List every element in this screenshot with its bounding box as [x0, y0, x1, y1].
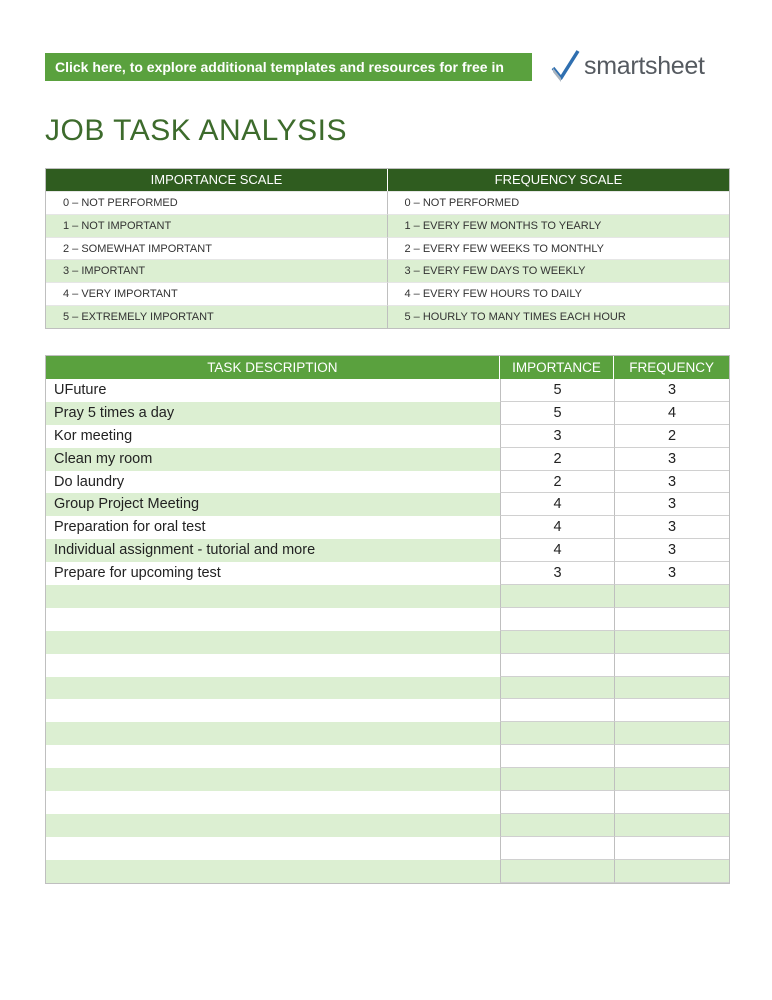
importance-cell[interactable]	[500, 677, 614, 700]
importance-cell[interactable]: 4	[500, 539, 614, 562]
importance-cell[interactable]: 4	[500, 516, 614, 539]
task-description-cell[interactable]	[46, 608, 500, 631]
task-description-cell[interactable]	[46, 768, 500, 791]
frequency-cell[interactable]	[614, 585, 729, 608]
task-description-cell[interactable]: Do laundry	[54, 473, 125, 490]
importance-cell[interactable]	[500, 791, 614, 814]
importance-cell[interactable]: 5	[500, 379, 614, 402]
importance-scale-item: 1 – NOT IMPORTANT	[46, 214, 388, 237]
table-row	[46, 768, 729, 791]
page-title: JOB TASK ANALYSIS	[45, 114, 347, 147]
importance-scale-item: 0 – NOT PERFORMED	[46, 191, 388, 214]
table-row	[46, 654, 729, 677]
task-description-cell[interactable]	[46, 631, 500, 654]
task-description-cell[interactable]: Clean my room	[54, 450, 153, 467]
frequency-cell[interactable]	[614, 608, 729, 631]
logo-text: smartsheet	[584, 51, 705, 80]
scale-row	[46, 305, 729, 328]
frequency-cell[interactable]: 3	[614, 448, 729, 471]
frequency-cell[interactable]	[614, 745, 729, 768]
templates-banner-link[interactable]: Click here, to explore additional templates and resources for free in	[45, 53, 532, 81]
frequency-cell[interactable]: 2	[614, 425, 729, 448]
table-row	[46, 539, 729, 562]
importance-cell[interactable]: 3	[500, 425, 614, 448]
importance-cell[interactable]	[500, 745, 614, 768]
scale-table-header	[46, 169, 729, 191]
importance-cell[interactable]	[500, 860, 614, 883]
frequency-cell[interactable]	[614, 768, 729, 791]
task-description-cell[interactable]: Individual assignment - tutorial and more	[54, 542, 316, 559]
frequency-scale-item: 3 – EVERY FEW DAYS TO WEEKLY	[388, 259, 730, 282]
table-row	[46, 860, 729, 883]
frequency-cell[interactable]: 3	[614, 562, 729, 585]
frequency-cell[interactable]: 3	[614, 493, 729, 516]
scale-row	[46, 191, 729, 214]
task-description-header: TASK DESCRIPTION	[46, 356, 500, 379]
frequency-cell[interactable]	[614, 814, 729, 837]
frequency-cell[interactable]	[614, 654, 729, 677]
frequency-cell[interactable]: 3	[614, 379, 729, 402]
importance-scale-item: 2 – SOMEWHAT IMPORTANT	[46, 237, 388, 260]
importance-cell[interactable]	[500, 768, 614, 791]
table-row	[46, 699, 729, 722]
table-row	[46, 448, 729, 471]
task-description-cell[interactable]: Group Project Meeting	[54, 496, 200, 513]
scale-table	[45, 168, 730, 329]
scale-row	[46, 214, 729, 237]
table-row	[46, 585, 729, 608]
scale-row	[46, 282, 729, 305]
task-table-header	[46, 356, 729, 379]
frequency-scale-item: 5 – HOURLY TO MANY TIMES EACH HOUR	[388, 305, 730, 328]
task-description-cell[interactable]	[46, 745, 500, 768]
frequency-header: FREQUENCY	[629, 360, 715, 375]
frequency-scale-header: FREQUENCY SCALE	[494, 172, 623, 187]
task-description-cell[interactable]	[46, 677, 500, 700]
importance-cell[interactable]	[500, 814, 614, 837]
smartsheet-logo	[551, 47, 705, 85]
scale-row	[46, 259, 729, 282]
importance-cell[interactable]	[500, 699, 614, 722]
importance-scale-item: 4 – VERY IMPORTANT	[46, 282, 388, 305]
importance-cell[interactable]	[500, 608, 614, 631]
frequency-cell[interactable]: 3	[614, 516, 729, 539]
task-description-cell[interactable]	[46, 722, 500, 745]
frequency-cell[interactable]: 3	[614, 539, 729, 562]
table-row	[46, 722, 729, 745]
task-table	[45, 355, 730, 884]
importance-cell[interactable]: 5	[500, 402, 614, 425]
table-row	[46, 745, 729, 768]
importance-cell[interactable]	[500, 654, 614, 677]
task-description-cell[interactable]: Kor meeting	[54, 427, 133, 444]
frequency-cell[interactable]	[614, 791, 729, 814]
importance-cell[interactable]	[500, 722, 614, 745]
importance-cell[interactable]	[500, 585, 614, 608]
table-row	[46, 562, 729, 585]
importance-cell[interactable]: 2	[500, 448, 614, 471]
frequency-scale-item: 0 – NOT PERFORMED	[388, 191, 730, 214]
frequency-cell[interactable]	[614, 722, 729, 745]
task-description-cell[interactable]: Pray 5 times a day	[54, 404, 175, 421]
importance-scale-item: 5 – EXTREMELY IMPORTANT	[46, 305, 388, 328]
importance-scale-header: IMPORTANCE SCALE	[46, 169, 388, 191]
task-description-cell[interactable]	[46, 585, 500, 608]
importance-scale-item: 3 – IMPORTANT	[46, 259, 388, 282]
importance-cell[interactable]	[500, 837, 614, 860]
task-table-body	[46, 379, 729, 883]
task-description-cell[interactable]: Prepare for upcoming test	[54, 565, 221, 582]
table-row	[46, 677, 729, 700]
task-description-cell[interactable]: Preparation for oral test	[54, 519, 206, 536]
frequency-scale-item: 1 – EVERY FEW MONTHS TO YEARLY	[388, 214, 730, 237]
frequency-cell[interactable]: 3	[614, 471, 729, 494]
table-row	[46, 608, 729, 631]
scale-table-body	[46, 191, 729, 328]
frequency-scale-item: 4 – EVERY FEW HOURS TO DAILY	[388, 282, 730, 305]
table-row	[46, 471, 729, 494]
frequency-cell[interactable]	[614, 677, 729, 700]
checkmark-icon	[551, 48, 581, 84]
table-row	[46, 837, 729, 860]
importance-header: IMPORTANCE	[500, 356, 615, 379]
task-description-cell[interactable]	[46, 791, 500, 814]
importance-cell[interactable]: 2	[500, 471, 614, 494]
frequency-cell[interactable]	[614, 860, 729, 883]
task-description-cell[interactable]	[46, 699, 500, 722]
scale-row	[46, 237, 729, 260]
task-description-cell[interactable]	[46, 814, 500, 837]
table-row	[46, 631, 729, 654]
table-row	[46, 814, 729, 837]
importance-cell[interactable]: 4	[500, 493, 614, 516]
table-row	[46, 425, 729, 448]
table-row	[46, 516, 729, 539]
table-row	[46, 402, 729, 425]
frequency-cell[interactable]: 4	[614, 402, 729, 425]
task-description-cell[interactable]	[46, 654, 500, 677]
frequency-cell[interactable]	[614, 699, 729, 722]
task-description-cell[interactable]: UFuture	[54, 382, 107, 398]
frequency-scale-item: 2 – EVERY FEW WEEKS TO MONTHLY	[388, 237, 730, 260]
task-description-cell[interactable]	[46, 837, 500, 860]
table-row	[46, 493, 729, 516]
importance-cell[interactable]	[500, 631, 614, 654]
frequency-cell[interactable]	[614, 631, 729, 654]
table-row	[46, 379, 729, 402]
importance-cell[interactable]: 3	[500, 562, 614, 585]
table-row	[46, 791, 729, 814]
frequency-cell[interactable]	[614, 837, 729, 860]
task-description-cell[interactable]	[46, 860, 500, 883]
